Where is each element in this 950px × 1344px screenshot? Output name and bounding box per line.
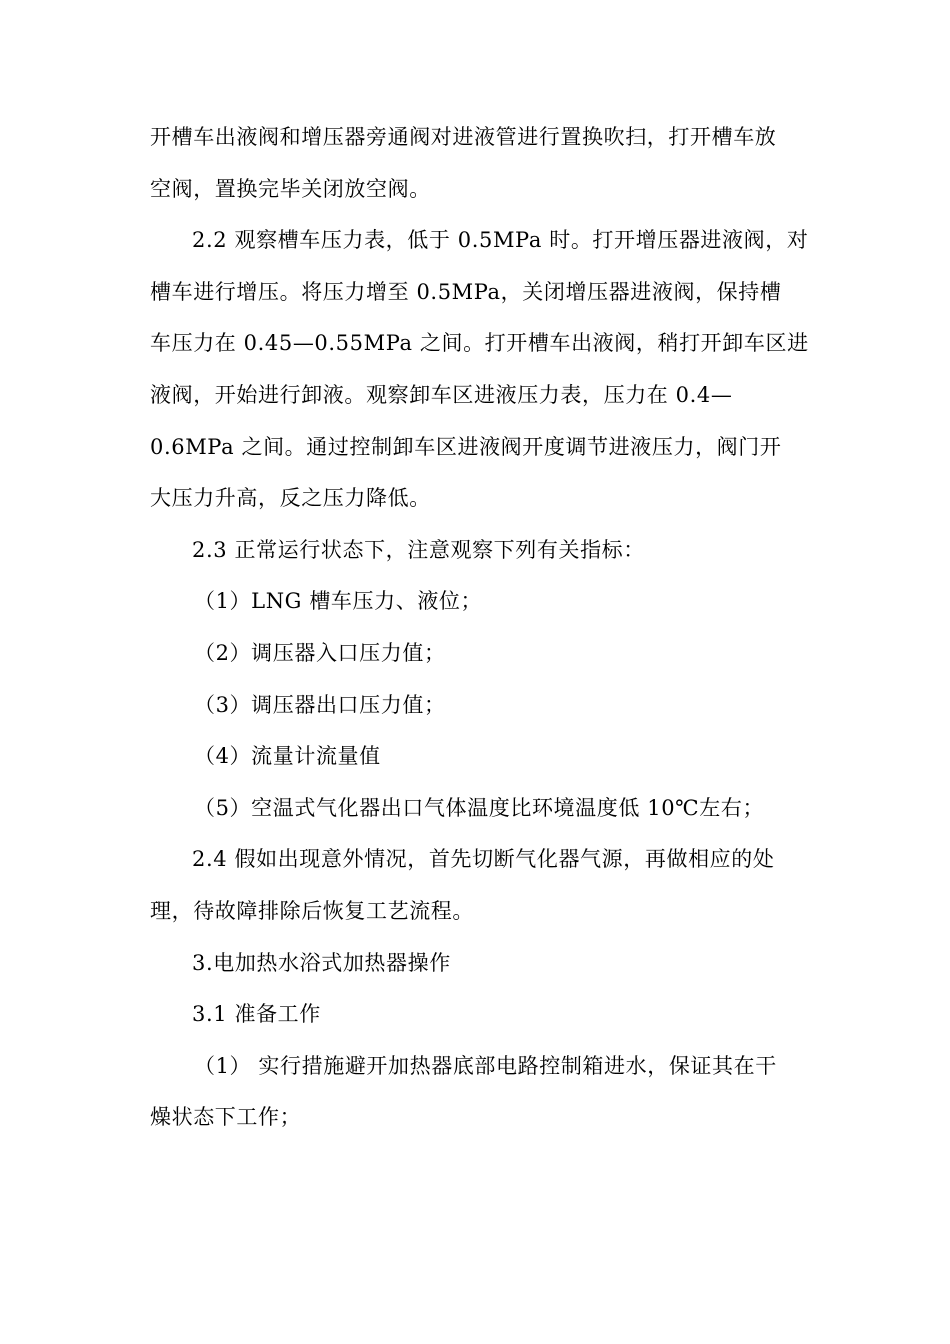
section-heading-3-1: 3.1 准备工作 [192, 1002, 321, 1027]
list-item: （1）LNG 槽车压力、液位； [194, 589, 483, 614]
text-line: 空阀，置换完毕关闭放空阀。 [150, 176, 431, 201]
list-item: （3）调压器出口压力值； [194, 692, 446, 717]
text-line: 液阀，开始进行卸液。观察卸车区进液压力表，压力在 0.4— [150, 382, 733, 407]
paragraph-2-3: 2.3 正常运行状态下，注意观察下列有关指标： [192, 537, 645, 562]
text-line: 槽车进行增压。将压力增至 0.5MPa，关闭增压器进液阀，保持槽 [150, 279, 782, 304]
text-line: 燥状态下工作； [150, 1105, 302, 1130]
text-line: 理，待故障排除后恢复工艺流程。 [150, 898, 474, 923]
text-line: 开槽车出液阀和增压器旁通阀对进液管进行置换吹扫，打开槽车放 [150, 125, 777, 149]
text-line: 车压力在 0.45—0.55MPa 之间。打开槽车出液阀，稍打开卸车区进 [150, 331, 809, 356]
list-item: （2）调压器入口压力值； [194, 640, 446, 665]
document-body [150, 112, 809, 1144]
list-item: （4）流量计流量值 [194, 744, 381, 769]
section-heading-3: 3.电加热水浴式加热器操作 [192, 950, 451, 975]
text-line: 0.6MPa 之间。通过控制卸车区进液阀开度调节进液压力，阀门开 [150, 434, 782, 459]
list-item: （1） 实行措施避开加热器底部电路控制箱进水，保证其在干 [194, 1053, 777, 1078]
paragraph-2-4-start: 2.4 假如出现意外情况，首先切断气化器气源，再做相应的处 [192, 847, 775, 872]
text-line: 大压力升高，反之压力降低。 [150, 486, 431, 511]
paragraph-2-2-start: 2.2 观察槽车压力表，低于 0.5MPa 时。打开增压器进液阀，对 [192, 228, 809, 253]
list-item: （5）空温式气化器出口气体温度比环境温度低 10℃左右； [194, 795, 765, 820]
